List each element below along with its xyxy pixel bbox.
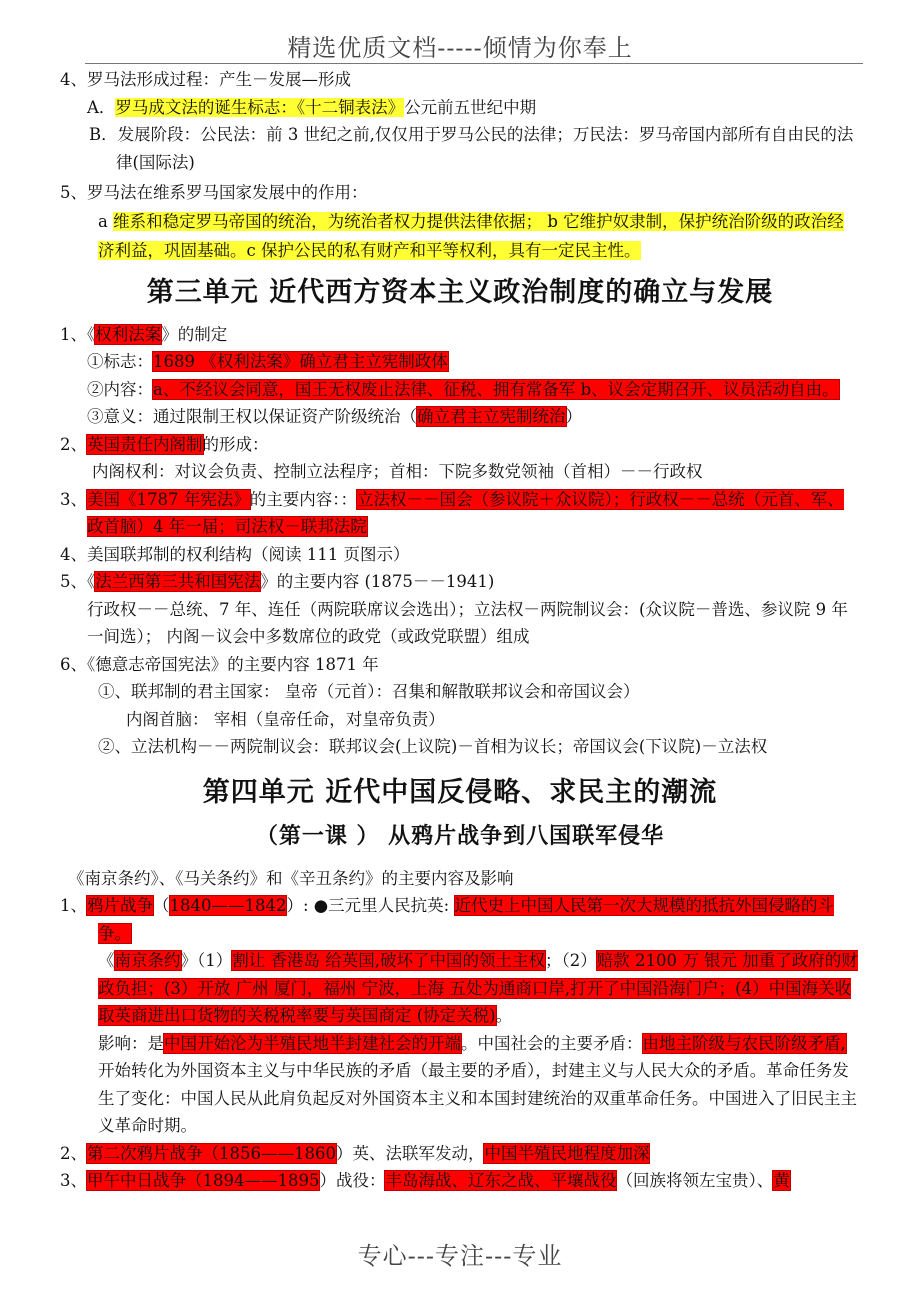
highlight-red: 黄 [773,1171,790,1190]
bill-of-rights-meaning: ③意义：通过限制王权以保证资产阶级统治（确立君主立宪制统治） [87,407,582,426]
opium-war-impact: 影响：是中国开始沦为半殖民地半封建社会的开端。中国社会的主要矛盾：由地主阶级与农民阶级矛盾,开始转化为外国资本主义与中华民族的矛盾（最主要的矛盾），封建主义与人民大众的矛盾。革命任务发生了变化：中国人民从此肩负起反对外国资本主义和本国封建统治的双重革命任务。中国进入了旧民主主义革命时期。 [98,1033,857,1135]
header-divider [85,63,863,64]
roman-law-formation-title: 4、罗马法形成过程：产生－发展—形成 [60,70,351,89]
german-constitution-title: 6、《德意志帝国宪法》的主要内容 1871 年 [60,654,379,674]
german-constitution-point-2: ②、立法机构－－两院制议会：联邦议会(上议院)－首相为议长；帝国议会(下议院)－立法权 [98,737,768,756]
page-footer: 专心---专注---专业 [357,1242,563,1270]
document-body [60,66,860,1195]
highlight-red: 法兰西第三共和国宪法 [95,572,261,591]
cabinet-system-body: 内阁权利：对议会负责、控制立法程序；首相：下院多数党领袖（首相）－－行政权 [92,462,703,481]
highlight-red: 甲午中日战争（1894——1895 [87,1171,320,1190]
roman-law-role-body: a 维系和稳定罗马帝国的统治，为统治者权力提供法律依据； b 它维护奴隶制，保护统治阶级的政治经济利益，巩固基础。c 保护公民的私有财产和平等权利，具有一定民主性。 [98,211,844,260]
unit-four-heading: 第四单元 近代中国反侵略、求民主的潮流 [202,776,718,808]
unit-three-heading: 第三单元 近代西方资本主义政治制度的确立与发展 [146,276,774,308]
treaties-intro: 《南京条约》、《马关条约》和《辛丑条约》的主要内容及影响 [68,868,514,888]
highlight-yellow: 维系和稳定罗马帝国的统治，为统治者权力提供法律依据； b 它维护奴隶制，保护统治阶级的政治经济利益，巩固基础。c 保护公民的私有财产和平等权利，具有一定民主性。 [98,211,844,260]
bill-of-rights-mark: ①标志：1689 《权利法案》确立君主立宪制政体 [87,352,448,371]
highlight-red: 确立君主立宪制统治 [417,407,566,426]
highlight-red: 第二次鸦片战争（1856——1860 [87,1143,336,1163]
opium-war-item: 1、鸦片战争（1840——1842）: ●三元里人民抗英: 近代史上中国人民第一次大规模的抵抗外国侵略的斗争。 [60,896,834,943]
treaty-of-nanking-item: 《南京条约》（1）割让 香港岛 给英国,破坏了中国的领土主权；（2）赔款 2100 万 银元 加重了政府的财政负担；(3）开放 广州 厦门，福州 宁波，上海 五处为通商口岸,打开了中国沿海门户；(4）中国海关收取英商进出口货物的关税税率要与英国商定 (协定关税)。 [98,951,858,1025]
highlight-red: 美国《1787 年宪法》 [87,489,250,509]
highlight-red: 立法权－－国会（参议院＋众议院）；行政权－－总统（元首、军、政首脑）4 年一届；司法权－联邦法院 [87,489,844,536]
cabinet-system-title: 2、英国责任内阁制的形成： [60,434,269,454]
highlight-red: 1840——1842 [169,896,287,915]
highlight-red: 丰岛海战、辽东之战、平壤战役 [385,1171,617,1190]
page-header: 精选优质文档-----倾情为你奉上 [287,34,633,62]
lesson-one-heading: （第一课 ） 从鸦片战争到八国联军侵华 [255,823,665,849]
highlight-red: 鸦片战争 [87,896,153,915]
highlight-red: 近代史上中国人民第一次大规模的抵抗外国侵略的斗争。 [98,896,834,943]
german-constitution-cabinet: 内阁首脑： 宰相（皇帝任命，对皇帝负责） [126,709,445,729]
bill-of-rights-title: 1、《权利法案》的制定 [60,324,228,344]
french-constitution-body: 行政权－－总统、7 年、连任（两院联席议会选出）；立法权－两院制议会：(众议院－普选、参议院 9 年一间选）； 内阁－议会中多数席位的政党（或政党联盟）组成 [87,599,848,646]
highlight-red: 割让 香港岛 给英国,破坏了中国的领土主权 [232,951,545,970]
french-constitution-title: 5、《法兰西第三共和国宪法》的主要内容 (1875－－1941) [60,572,495,591]
us-constitution-item: 3、美国《1787 年宪法》的主要内容：：立法权－－国会（参议院＋众议院）；行政权－－总统（元首、军、政首脑）4 年一届；司法权－联邦法院 [60,489,844,536]
highlight-red: 英国责任内阁制 [87,434,203,454]
highlight-red: 中国开始沦为半殖民地半封建社会的开端 [164,1033,461,1053]
highlight-red: a、不经议会同意，国王无权废止法律、征税、拥有常备军 b、议会定期召开、议员活动自由。 [153,379,839,399]
roman-law-item-b: B．发展阶段：公民法：前 3 世纪之前,仅仅用于罗马公民的法律；万民法：罗马帝国内部所有自由民的法律(国际法) [89,125,854,172]
highlight-red: 赔款 2100 万 银元 加重了政府的财政负担；(3）开放 广州 厦门，福州 宁波，上海 五处为通商口岸,打开了中国沿海门户；(4）中国海关收取英商进出口货物的关税税率要与英国商定 (协定关税) [98,951,858,1025]
highlight-red: 中国半殖民地程度加深 [484,1143,650,1163]
highlight-yellow: 罗马成文法的诞生标志：《十二铜表法》 [115,97,405,117]
second-opium-war-item: 2、第二次鸦片战争（1856——1860）英、法联军发动，中国半殖民地程度加深 [60,1143,650,1163]
sino-japanese-war-item: 3、甲午中日战争（1894——1895）战役：丰岛海战、辽东之战、平壤战役（回族将领左宝贵）、黄 [60,1171,790,1190]
roman-law-item-a: A．罗马成文法的诞生标志：《十二铜表法》公元前五世纪中期 [87,97,537,117]
highlight-red: 1689 《权利法案》确立君主立宪制政体 [153,352,448,371]
highlight-red: 由地主阶级与农民阶级矛盾, [642,1033,846,1053]
highlight-red: 南京条约 [114,951,181,970]
highlight-red: 权利法案 [95,324,162,344]
us-federal-structure-item: 4、美国联邦制的权利结构（阅读 111 页图示） [60,544,410,564]
roman-law-role-title: 5、罗马法在维系罗马国家发展中的作用： [60,183,368,202]
bill-of-rights-content: ②内容：a、不经议会同意，国王无权废止法律、征税、拥有常备军 b、议会定期召开、议员活动自由。 [87,379,839,399]
german-constitution-point-1: ①、联邦制的君主国家： 皇帝（元首）：召集和解散联邦议会和帝国议会） [98,682,640,701]
